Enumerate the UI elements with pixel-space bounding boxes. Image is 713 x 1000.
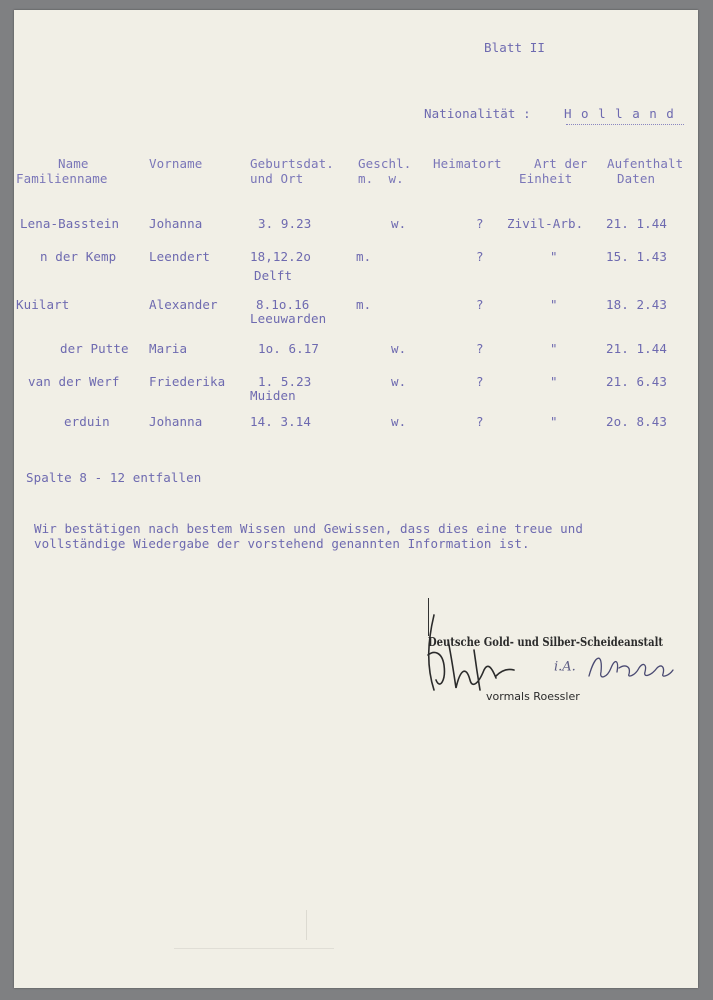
row-geschl-m: m. (356, 249, 372, 264)
header-geschl-line1: Geschl. (358, 156, 412, 171)
row-aufenthalt: 15. 1.43 (606, 249, 668, 264)
row-vorname: Johanna (149, 414, 203, 429)
row-vorname: Friederika (149, 374, 226, 389)
row-art: " (550, 341, 558, 356)
nationality-label: Nationalität : (424, 106, 531, 121)
header-vorname: Vorname (149, 156, 203, 171)
row-geburt: 18,12.2o (250, 249, 312, 264)
row-ort: Leeuwarden (250, 311, 327, 326)
document-page (14, 10, 698, 988)
row-name: erduin (64, 414, 110, 429)
header-aufenthalt-line1: Aufenthalt (607, 156, 684, 171)
row-geschl-m: m. (356, 297, 372, 312)
row-aufenthalt: 21. 1.44 (606, 216, 668, 231)
row-ort: Muiden (250, 388, 296, 403)
row-geburt: 1. 5.23 (258, 374, 312, 389)
nationality-underline (566, 124, 684, 125)
row-vorname: Johanna (149, 216, 203, 231)
row-art: " (550, 297, 558, 312)
stamp-line-2: vormals Roessler (486, 690, 580, 703)
row-name: n der Kemp (40, 249, 117, 264)
row-name: Kuilart (16, 297, 70, 312)
row-heimatort: ? (476, 341, 484, 356)
row-geschl-w: w. (391, 341, 407, 356)
row-geschl-w: w. (391, 414, 407, 429)
row-name: van der Werf (28, 374, 120, 389)
header-art-line2: Einheit (519, 171, 573, 186)
stamp-line-1: Deutsche Gold- und Silber-Scheideanstalt (428, 634, 663, 649)
row-vorname: Maria (149, 341, 188, 356)
header-name-line1: Name (58, 156, 89, 171)
sheet-label: Blatt II (484, 40, 546, 55)
header-geschl-line2: m. w. (358, 171, 404, 186)
bleed-through-mark (306, 910, 357, 940)
row-geburt: 14. 3.14 (250, 414, 312, 429)
row-name: Lena-Basstein (20, 216, 120, 231)
confirmation-line-2: vollständige Wiedergabe der vorstehend genannten Information ist. (34, 536, 530, 551)
row-heimatort: ? (476, 249, 484, 264)
signature-2-scrawl (585, 650, 675, 682)
row-name: der Putte (60, 341, 129, 356)
signature-prefix: i.A. (554, 659, 576, 675)
header-name-line2: Familienname (16, 171, 108, 186)
row-art: " (550, 414, 558, 429)
row-heimatort: ? (476, 297, 484, 312)
signature-1 (414, 610, 524, 700)
row-art: " (550, 374, 558, 389)
header-aufenthalt-line2: Daten (617, 171, 656, 186)
signature-2 (554, 650, 675, 682)
row-geschl-w: w. (391, 216, 407, 231)
row-geburt: 1o. 6.17 (258, 341, 320, 356)
nationality-value: H o l l a n d (564, 106, 675, 121)
row-aufenthalt: 2o. 8.43 (606, 414, 668, 429)
note: Spalte 8 - 12 entfallen (26, 470, 202, 485)
row-geburt: 8.1o.16 (256, 297, 310, 312)
row-aufenthalt: 18. 2.43 (606, 297, 668, 312)
row-art: Zivil-Arb. (507, 216, 584, 231)
bleed-through-mark (174, 948, 334, 949)
header-art-line1: Art der (534, 156, 588, 171)
row-heimatort: ? (476, 374, 484, 389)
row-aufenthalt: 21. 1.44 (606, 341, 668, 356)
row-geburt: 3. 9.23 (258, 216, 312, 231)
row-geschl-w: w. (391, 374, 407, 389)
row-vorname: Leendert (149, 249, 211, 264)
header-geburt-line1: Geburtsdat. (250, 156, 334, 171)
row-heimatort: ? (476, 414, 484, 429)
header-geburt-line2: und Ort (250, 171, 304, 186)
row-ort: Delft (254, 268, 293, 283)
row-aufenthalt: 21. 6.43 (606, 374, 668, 389)
row-art: " (550, 249, 558, 264)
confirmation-line-1: Wir bestätigen nach bestem Wissen und Gewissen, dass dies eine treue und (34, 521, 584, 536)
row-vorname: Alexander (149, 297, 218, 312)
header-heimatort: Heimatort (433, 156, 502, 171)
row-heimatort: ? (476, 216, 484, 231)
